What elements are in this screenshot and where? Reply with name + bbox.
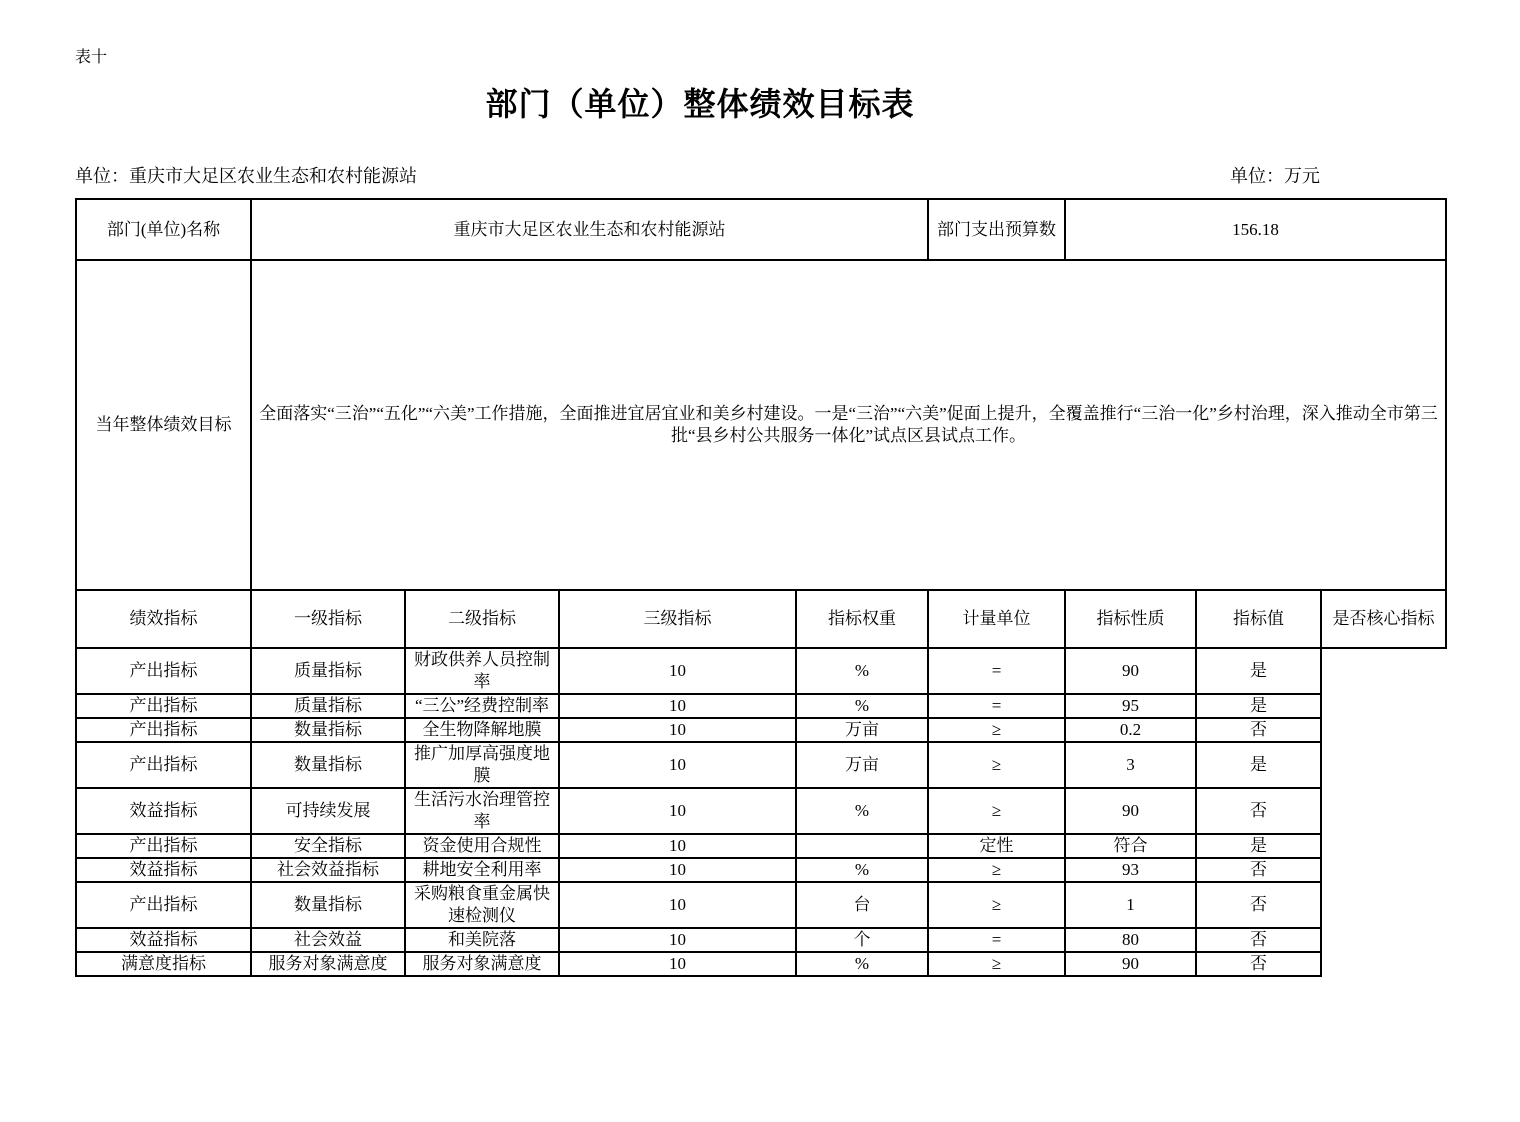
dept-name-label: 部门(单位)名称: [76, 199, 251, 260]
cell-weight: 10: [559, 718, 796, 742]
currency-unit-label: 单位：万元: [1230, 166, 1320, 186]
budget-label: 部门支出预算数: [928, 199, 1065, 260]
table-row: [76, 928, 1446, 952]
cell-level2-indicator: 社会效益: [251, 928, 405, 952]
cell-level1-indicator: 产出指标: [76, 742, 251, 788]
table-row: [76, 742, 1446, 788]
cell-level1-indicator: 产出指标: [76, 648, 251, 694]
performance-indicators-label: 绩效指标: [76, 590, 251, 648]
table-row: [76, 858, 1446, 882]
cell-level2-indicator: 质量指标: [251, 694, 405, 718]
cell-level3-indicator: 财政供养人员控制率: [405, 648, 559, 694]
cell-weight: 10: [559, 788, 796, 834]
budget-value: 156.18: [1065, 199, 1446, 260]
header-level2: 二级指标: [405, 590, 559, 648]
cell-is-core: 否: [1196, 788, 1321, 834]
cell-level1-indicator: 效益指标: [76, 858, 251, 882]
cell-level3-indicator: 服务对象满意度: [405, 952, 559, 976]
cell-nature: =: [928, 648, 1065, 694]
cell-weight: 10: [559, 952, 796, 976]
cell-value: 0.2: [1065, 718, 1196, 742]
cell-weight: 10: [559, 648, 796, 694]
header-value: 指标值: [1196, 590, 1321, 648]
header-level1: 一级指标: [251, 590, 405, 648]
cell-measure-unit: 万亩: [796, 718, 928, 742]
cell-value: 3: [1065, 742, 1196, 788]
cell-nature: ≥: [928, 718, 1065, 742]
cell-value: 90: [1065, 952, 1196, 976]
cell-nature: =: [928, 694, 1065, 718]
cell-measure-unit: %: [796, 694, 928, 718]
cell-is-core: 否: [1196, 718, 1321, 742]
cell-is-core: 否: [1196, 928, 1321, 952]
cell-level3-indicator: 生活污水治理管控率: [405, 788, 559, 834]
cell-nature: ≥: [928, 952, 1065, 976]
table-row: [76, 834, 1446, 858]
cell-is-core: 是: [1196, 694, 1321, 718]
cell-is-core: 否: [1196, 882, 1321, 928]
cell-nature: ≥: [928, 788, 1065, 834]
indicator-header-row: [76, 590, 1446, 648]
cell-level3-indicator: 推广加厚高强度地膜: [405, 742, 559, 788]
cell-is-core: 否: [1196, 952, 1321, 976]
cell-measure-unit: [796, 834, 928, 858]
cell-level1-indicator: 产出指标: [76, 882, 251, 928]
cell-weight: 10: [559, 742, 796, 788]
table-row: [76, 648, 1446, 694]
header-measure-unit: 计量单位: [928, 590, 1065, 648]
cell-nature: ≥: [928, 742, 1065, 788]
cell-level2-indicator: 数量指标: [251, 718, 405, 742]
cell-level1-indicator: 效益指标: [76, 788, 251, 834]
cell-measure-unit: %: [796, 648, 928, 694]
cell-level1-indicator: 满意度指标: [76, 952, 251, 976]
header-nature: 指标性质: [1065, 590, 1196, 648]
page-title: 部门（单位）整体绩效目标表: [485, 86, 915, 122]
cell-nature: ≥: [928, 858, 1065, 882]
unit-row: [75, 164, 1445, 188]
annual-goal-row: [76, 260, 1446, 590]
table-row: [76, 694, 1446, 718]
cell-value: 符合: [1065, 834, 1196, 858]
dept-name-value: 重庆市大足区农业生态和农村能源站: [251, 199, 928, 260]
cell-is-core: 是: [1196, 648, 1321, 694]
cell-level3-indicator: 耕地安全利用率: [405, 858, 559, 882]
cell-level2-indicator: 质量指标: [251, 648, 405, 694]
cell-value: 90: [1065, 648, 1196, 694]
header-is-core: 是否核心指标: [1321, 590, 1446, 648]
cell-level2-indicator: 数量指标: [251, 882, 405, 928]
cell-is-core: 否: [1196, 858, 1321, 882]
cell-weight: 10: [559, 858, 796, 882]
indicator-rows: [76, 648, 1446, 976]
cell-measure-unit: %: [796, 952, 928, 976]
cell-value: 95: [1065, 694, 1196, 718]
cell-measure-unit: 个: [796, 928, 928, 952]
cell-is-core: 是: [1196, 834, 1321, 858]
cell-level1-indicator: 效益指标: [76, 928, 251, 952]
cell-level3-indicator: 采购粮食重金属快速检测仪: [405, 882, 559, 928]
unit-name-label: 单位：重庆市大足区农业生态和农村能源站: [75, 166, 417, 186]
table-row: [76, 882, 1446, 928]
cell-nature: =: [928, 928, 1065, 952]
cell-weight: 10: [559, 694, 796, 718]
cell-weight: 10: [559, 928, 796, 952]
cell-level3-indicator: “三公”经费控制率: [405, 694, 559, 718]
cell-value: 93: [1065, 858, 1196, 882]
document-page: [0, 48, 1520, 977]
cell-nature: ≥: [928, 882, 1065, 928]
performance-target-table: [75, 198, 1447, 977]
cell-level1-indicator: 产出指标: [76, 694, 251, 718]
cell-level2-indicator: 服务对象满意度: [251, 952, 405, 976]
cell-level1-indicator: 产出指标: [76, 834, 251, 858]
cell-value: 80: [1065, 928, 1196, 952]
cell-value: 90: [1065, 788, 1196, 834]
cell-level2-indicator: 安全指标: [251, 834, 405, 858]
cell-measure-unit: 台: [796, 882, 928, 928]
cell-nature: 定性: [928, 834, 1065, 858]
cell-level3-indicator: 资金使用合规性: [405, 834, 559, 858]
cell-level1-indicator: 产出指标: [76, 718, 251, 742]
table-row: [76, 718, 1446, 742]
cell-measure-unit: %: [796, 788, 928, 834]
annual-goal-text: 全面落实“三治”“五化”“六美”工作措施，全面推进宜居宜业和美乡村建设。一是“三治”“六美”促面上提升，全覆盖推行“三治一化”乡村治理，深入推动全市第三批“县乡村公共服务一体化”试点区县试点工作。: [251, 260, 1446, 590]
dept-info-row: [76, 199, 1446, 260]
table-tag: 表十: [75, 49, 108, 66]
cell-level2-indicator: 可持续发展: [251, 788, 405, 834]
cell-measure-unit: 万亩: [796, 742, 928, 788]
cell-weight: 10: [559, 882, 796, 928]
header-level3: 三级指标: [559, 590, 796, 648]
cell-value: 1: [1065, 882, 1196, 928]
cell-level2-indicator: 数量指标: [251, 742, 405, 788]
cell-weight: 10: [559, 834, 796, 858]
cell-level2-indicator: 社会效益指标: [251, 858, 405, 882]
annual-goal-label: 当年整体绩效目标: [76, 260, 251, 590]
cell-is-core: 是: [1196, 742, 1321, 788]
table-row: [76, 788, 1446, 834]
header-weight: 指标权重: [796, 590, 928, 648]
table-row: [76, 952, 1446, 976]
cell-measure-unit: %: [796, 858, 928, 882]
cell-level3-indicator: 和美院落: [405, 928, 559, 952]
cell-level3-indicator: 全生物降解地膜: [405, 718, 559, 742]
